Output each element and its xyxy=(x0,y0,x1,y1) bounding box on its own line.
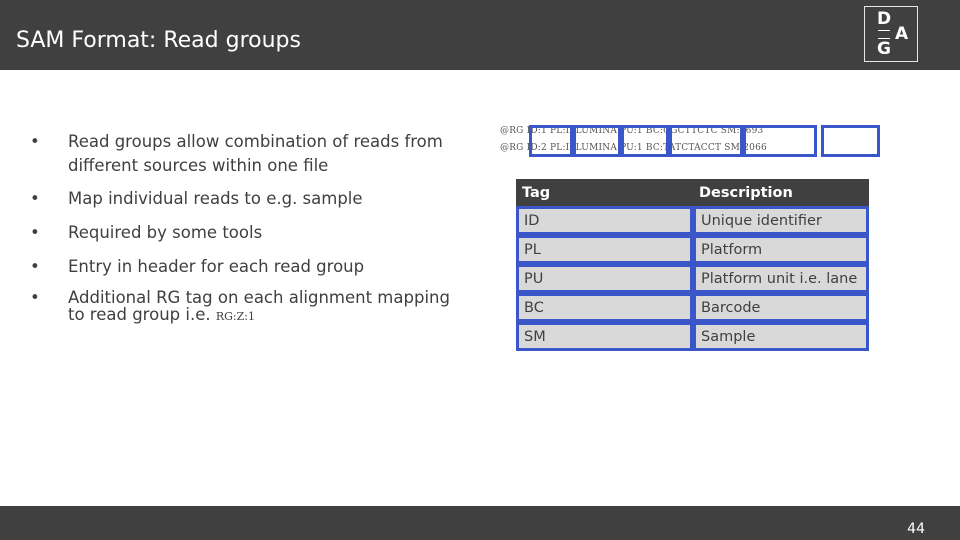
column-header-description: Description xyxy=(693,179,869,206)
page-number: 44 xyxy=(907,521,925,537)
highlight-box-id xyxy=(529,125,573,157)
bullet-item: • Additional RG tag on each alignment mapping to read group i.e. RG:Z:1 xyxy=(30,289,450,325)
dag-logo xyxy=(864,6,918,62)
slide-title: SAM Format: Read groups xyxy=(16,28,301,53)
logo-rule xyxy=(878,30,890,31)
table-row xyxy=(516,293,869,322)
description-cell: Platform unit i.e. lane xyxy=(693,264,869,293)
highlight-box-extra xyxy=(821,125,880,157)
logo-letter-top: D xyxy=(877,9,892,29)
tag-cell: BC xyxy=(516,293,693,322)
bullet-item: • Map individual reads to e.g. sample xyxy=(30,187,450,211)
table-row xyxy=(516,264,869,293)
tag-cell: SM xyxy=(516,322,693,351)
description-cell: Platform xyxy=(693,235,869,264)
slide-header xyxy=(0,0,960,70)
tag-cell: PL xyxy=(516,235,693,264)
header-line-rg1: @RG ID:1 PL:ILLUMINA PU:1 BC:CGCTTCTC SM:1693 xyxy=(500,126,764,136)
bullet-list xyxy=(30,130,450,325)
table-row xyxy=(516,322,869,351)
description-cell: Unique identifier xyxy=(693,206,869,235)
logo-letter-middle: A xyxy=(895,24,909,44)
highlight-box-pl xyxy=(573,125,621,157)
slide-footer xyxy=(0,506,960,540)
highlight-box-pu xyxy=(621,125,669,157)
table-row xyxy=(516,235,869,264)
table-row xyxy=(516,206,869,235)
tag-cell: PU xyxy=(516,264,693,293)
tag-cell: ID xyxy=(516,206,693,235)
bullet-item: • Read groups allow combination of reads from different sources within one file xyxy=(30,130,450,178)
tag-table xyxy=(516,179,869,351)
column-header-tag: Tag xyxy=(516,179,693,206)
highlight-box-bc xyxy=(669,125,743,157)
description-cell: Sample xyxy=(693,322,869,351)
bullet-item: • Required by some tools xyxy=(30,221,450,245)
bullet-item: • Entry in header for each read group xyxy=(30,255,450,279)
highlight-box-sm xyxy=(743,125,817,157)
logo-rule xyxy=(878,38,890,39)
table-header-row xyxy=(516,179,869,206)
logo-letter-bottom: G xyxy=(877,39,891,59)
description-cell: Barcode xyxy=(693,293,869,322)
header-line-rg2: @RG ID:2 PL:ILLUMINA PU:1 BC:TATCTACCT SM:2066 xyxy=(500,143,767,153)
rg-tag-code: RG:Z:1 xyxy=(215,310,255,323)
